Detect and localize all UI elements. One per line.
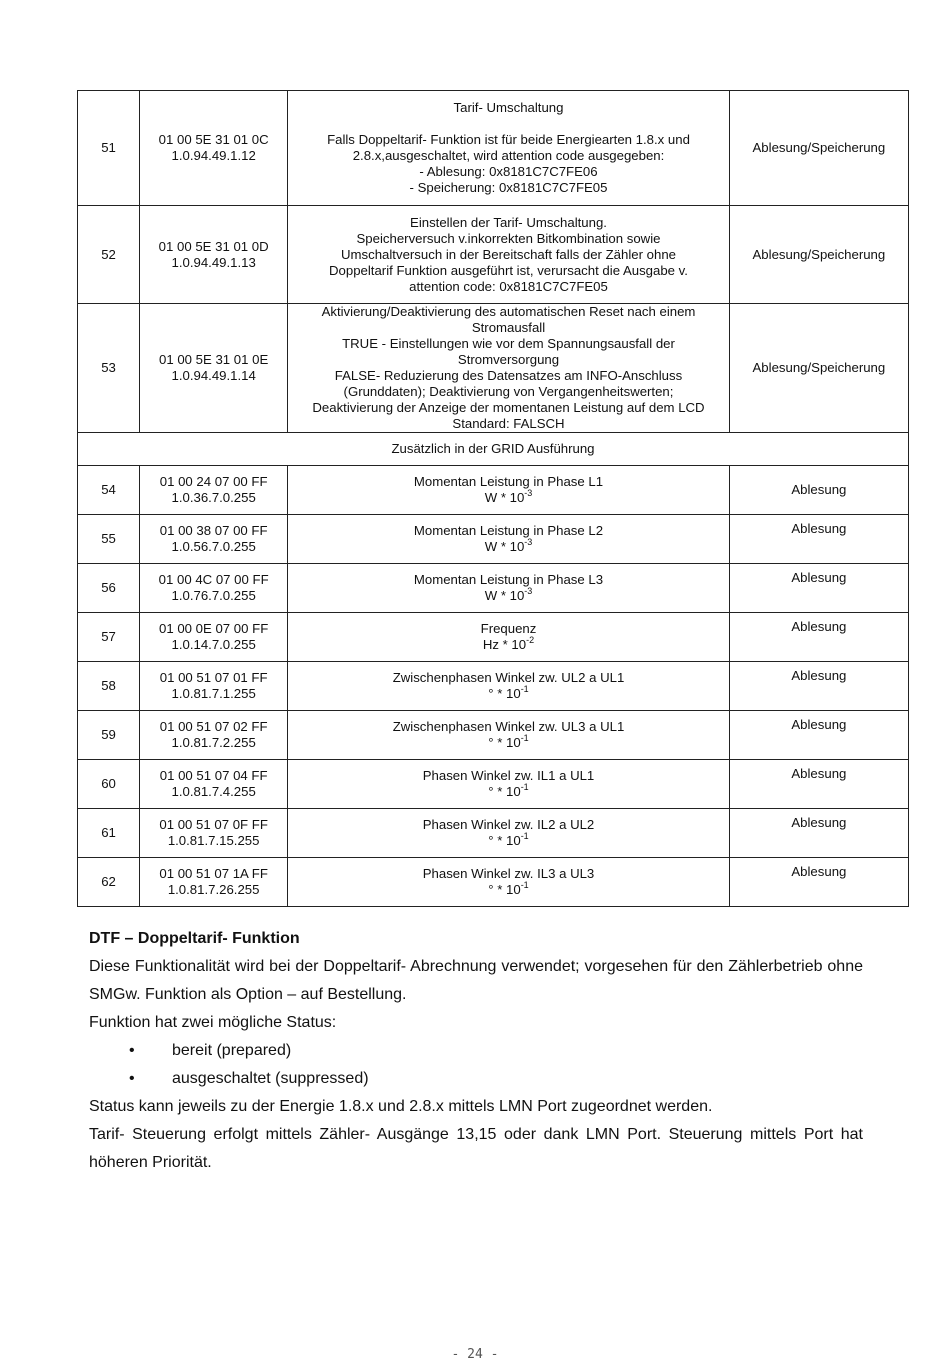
obis-hex: 01 00 5E 31 01 0E [159, 352, 269, 367]
description [288, 304, 730, 433]
obis-code [140, 515, 288, 564]
table-body-main [78, 91, 909, 433]
unit-base: ° * 10 [488, 833, 521, 848]
obis-decimal: 1.0.94.49.1.12 [171, 148, 256, 163]
list-item: • ausgeschaltet (suppressed) [89, 1065, 863, 1093]
obis-code [140, 760, 288, 809]
description-line: Tarif- Umschaltung [453, 100, 564, 115]
unit-base: W * 10 [484, 490, 525, 505]
unit-base: ° * 10 [488, 686, 521, 701]
table-row [78, 662, 909, 711]
description [288, 858, 730, 907]
table-row [78, 760, 909, 809]
obis-code [140, 206, 288, 304]
line-gap [292, 116, 725, 132]
row-number: 61 [78, 809, 140, 858]
description [288, 564, 730, 613]
obis-decimal: 1.0.36.7.0.255 [171, 490, 256, 505]
unit-base: ° * 10 [488, 784, 521, 799]
measurement-unit [292, 683, 725, 702]
paragraph-1: Diese Funktionalität wird bei der Doppeltarif- Abrechnung verwendet; vorgesehen für den Zählerbetrieb ohne SMGw. Funktion als Option – auf Bestellung. [89, 958, 863, 1003]
access-mode: Ablesung [729, 760, 908, 809]
measurement-name: Phasen Winkel zw. IL1 a UL1 [422, 768, 595, 783]
table-row [78, 858, 909, 907]
row-number: 56 [78, 564, 140, 613]
table-section [78, 433, 909, 466]
access-mode: Ablesung [729, 564, 908, 613]
measurement-unit [292, 634, 725, 653]
unit-exponent: -1 [520, 732, 529, 743]
table-body-grid [78, 466, 909, 907]
unit-exponent: -3 [524, 487, 533, 498]
obis-decimal: 1.0.81.7.15.255 [167, 833, 260, 848]
unit-exponent: -1 [520, 781, 529, 792]
obis-hex: 01 00 51 07 01 FF [159, 670, 268, 685]
description [288, 613, 730, 662]
obis-decimal: 1.0.81.7.26.255 [167, 882, 260, 897]
row-number: 55 [78, 515, 140, 564]
body-text [89, 925, 863, 1177]
measurement-name: Phasen Winkel zw. IL3 a UL3 [422, 866, 595, 881]
measurement-unit [292, 732, 725, 751]
table-row [78, 304, 909, 433]
description-line: (Grunddaten); Deaktivierung von Vergangenheitswerten; [343, 384, 674, 399]
measurement-unit [292, 781, 725, 800]
obis-hex: 01 00 5E 31 01 0D [158, 238, 269, 254]
unit-exponent: -3 [524, 585, 533, 596]
row-number: 53 [78, 304, 140, 433]
description [288, 662, 730, 711]
obis-code [140, 711, 288, 760]
obis-code [140, 858, 288, 907]
description-line: 2.8.x,ausgeschaltet, wird attention code ausgegeben: [352, 148, 665, 163]
row-number: 54 [78, 466, 140, 515]
access-mode: Ablesung [729, 662, 908, 711]
measurement-unit [292, 487, 725, 506]
obis-code [140, 91, 288, 206]
description-line: Speicherversuch v.inkorrekten Bitkombination sowie [356, 230, 661, 246]
table-row [78, 613, 909, 662]
unit-base: W * 10 [484, 588, 525, 603]
obis-decimal: 1.0.94.49.1.13 [171, 254, 256, 270]
description-line: TRUE - Einstellungen wie vor dem Spannungsausfall der [342, 336, 675, 351]
description-line: Doppeltarif Funktion ausgeführt ist, verursacht die Ausgabe v. [329, 262, 688, 278]
row-number: 59 [78, 711, 140, 760]
access-mode: Ablesung/Speicherung [729, 304, 908, 433]
access-mode: Ablesung [729, 711, 908, 760]
list-item: • bereit (prepared) [89, 1037, 863, 1065]
table-row [78, 206, 909, 304]
access-mode: Ablesung [729, 466, 908, 515]
section-heading: DTF – Doppeltarif- Funktion [89, 930, 300, 947]
unit-exponent: -2 [526, 634, 535, 645]
measurement-name: Zwischenphasen Winkel zw. UL3 a UL1 [392, 719, 625, 734]
obis-hex: 01 00 51 07 1A FF [159, 866, 268, 881]
description-line: Stromversorgung [457, 352, 560, 367]
measurement-name: Zwischenphasen Winkel zw. UL2 a UL1 [392, 670, 625, 685]
measurement-name: Frequenz [480, 621, 537, 636]
access-mode: Ablesung [729, 858, 908, 907]
description [288, 91, 730, 206]
access-mode: Ablesung [729, 613, 908, 662]
measurement-name: Phasen Winkel zw. IL2 a UL2 [422, 817, 595, 832]
obis-decimal: 1.0.81.7.1.255 [171, 686, 256, 701]
measurement-unit [292, 536, 725, 555]
row-number: 57 [78, 613, 140, 662]
bullet-icon: • [129, 1042, 135, 1059]
description-line: Stromausfall [471, 320, 546, 335]
obis-code [140, 662, 288, 711]
access-mode: Ablesung/Speicherung [729, 91, 908, 206]
obis-code [140, 809, 288, 858]
table-row [78, 564, 909, 613]
obis-code [140, 304, 288, 433]
description [288, 760, 730, 809]
obis-hex: 01 00 51 07 04 FF [159, 768, 268, 783]
measurement-unit [292, 585, 725, 604]
row-number: 52 [78, 206, 140, 304]
table-row [78, 711, 909, 760]
table-row [78, 91, 909, 206]
row-number: 51 [78, 91, 140, 206]
obis-code [140, 564, 288, 613]
description [288, 809, 730, 858]
description-line: attention code: 0x8181C7C7FE05 [409, 278, 608, 294]
parameter-table [77, 90, 909, 907]
obis-decimal: 1.0.81.7.2.255 [171, 735, 256, 750]
description [288, 466, 730, 515]
access-mode: Ablesung [729, 809, 908, 858]
obis-decimal: 1.0.94.49.1.14 [171, 368, 256, 383]
measurement-name: Momentan Leistung in Phase L1 [413, 474, 604, 489]
table-row [78, 809, 909, 858]
paragraph-3: Status kann jeweils zu der Energie 1.8.x und 2.8.x mittels LMN Port zugeordnet werden. [89, 1098, 713, 1115]
obis-decimal: 1.0.81.7.4.255 [171, 784, 256, 799]
description-line: Falls Doppeltarif- Funktion ist für beide Energiearten 1.8.x und [327, 132, 690, 147]
obis-decimal: 1.0.76.7.0.255 [171, 588, 256, 603]
obis-decimal: 1.0.56.7.0.255 [171, 539, 256, 554]
obis-hex: 01 00 24 07 00 FF [159, 474, 268, 489]
description-line: FALSE- Reduzierung des Datensatzes am INFO-Anschluss [334, 368, 683, 383]
description-line: Deaktivierung der Anzeige der momentanen Leistung auf dem LCD [312, 400, 705, 415]
obis-code [140, 613, 288, 662]
obis-hex: 01 00 5E 31 01 0C [158, 132, 269, 147]
unit-exponent: -1 [520, 830, 529, 841]
paragraph-2: Funktion hat zwei mögliche Status: [89, 1014, 337, 1031]
unit-exponent: -1 [520, 683, 529, 694]
obis-hex: 01 00 51 07 0F FF [159, 817, 268, 832]
obis-code [140, 466, 288, 515]
description-line: - Ablesung: 0x8181C7C7FE06 [419, 164, 598, 179]
description-line: Einstellen der Tarif- Umschaltung. [410, 214, 607, 230]
description [288, 711, 730, 760]
description-line: Standard: FALSCH [452, 416, 565, 431]
row-number: 60 [78, 760, 140, 809]
description-line: Aktivierung/Deaktivierung des automatischen Reset nach einem [321, 304, 696, 319]
measurement-unit [292, 830, 725, 849]
table-row [78, 515, 909, 564]
unit-base: ° * 10 [488, 735, 521, 750]
row-number: 62 [78, 858, 140, 907]
description [288, 515, 730, 564]
measurement-name: Momentan Leistung in Phase L2 [413, 523, 604, 538]
measurement-name: Momentan Leistung in Phase L3 [413, 572, 604, 587]
obis-decimal: 1.0.14.7.0.255 [171, 637, 256, 652]
obis-hex: 01 00 51 07 02 FF [159, 719, 268, 734]
unit-base: W * 10 [484, 539, 525, 554]
description-line: - Speicherung: 0x8181C7C7FE05 [409, 180, 608, 195]
table-row [78, 466, 909, 515]
row-number: 58 [78, 662, 140, 711]
bullet-icon: • [129, 1070, 135, 1087]
unit-base: ° * 10 [488, 882, 521, 897]
measurement-unit [292, 879, 725, 898]
obis-hex: 01 00 4C 07 00 FF [158, 572, 269, 587]
unit-base: Hz * 10 [482, 637, 527, 652]
unit-exponent: -1 [520, 879, 529, 890]
paragraph-4: Tarif- Steuerung erfolgt mittels Zähler- Ausgänge 13,15 oder dank LMN Port. Steuerung mittels Port hat höheren Priorität. [89, 1126, 863, 1171]
description-line: Umschaltversuch in der Bereitschaft falls der Zähler ohne [341, 246, 676, 262]
description [288, 206, 730, 304]
section-row [78, 433, 909, 466]
bullet-list [89, 1037, 863, 1093]
unit-exponent: -3 [524, 536, 533, 547]
section-title: Zusätzlich in der GRID Ausführung [78, 433, 909, 466]
access-mode: Ablesung [729, 515, 908, 564]
access-mode: Ablesung/Speicherung [729, 206, 908, 304]
page-number: - 24 - [451, 1347, 499, 1362]
obis-hex: 01 00 0E 07 00 FF [159, 621, 269, 636]
obis-hex: 01 00 38 07 00 FF [159, 523, 268, 538]
